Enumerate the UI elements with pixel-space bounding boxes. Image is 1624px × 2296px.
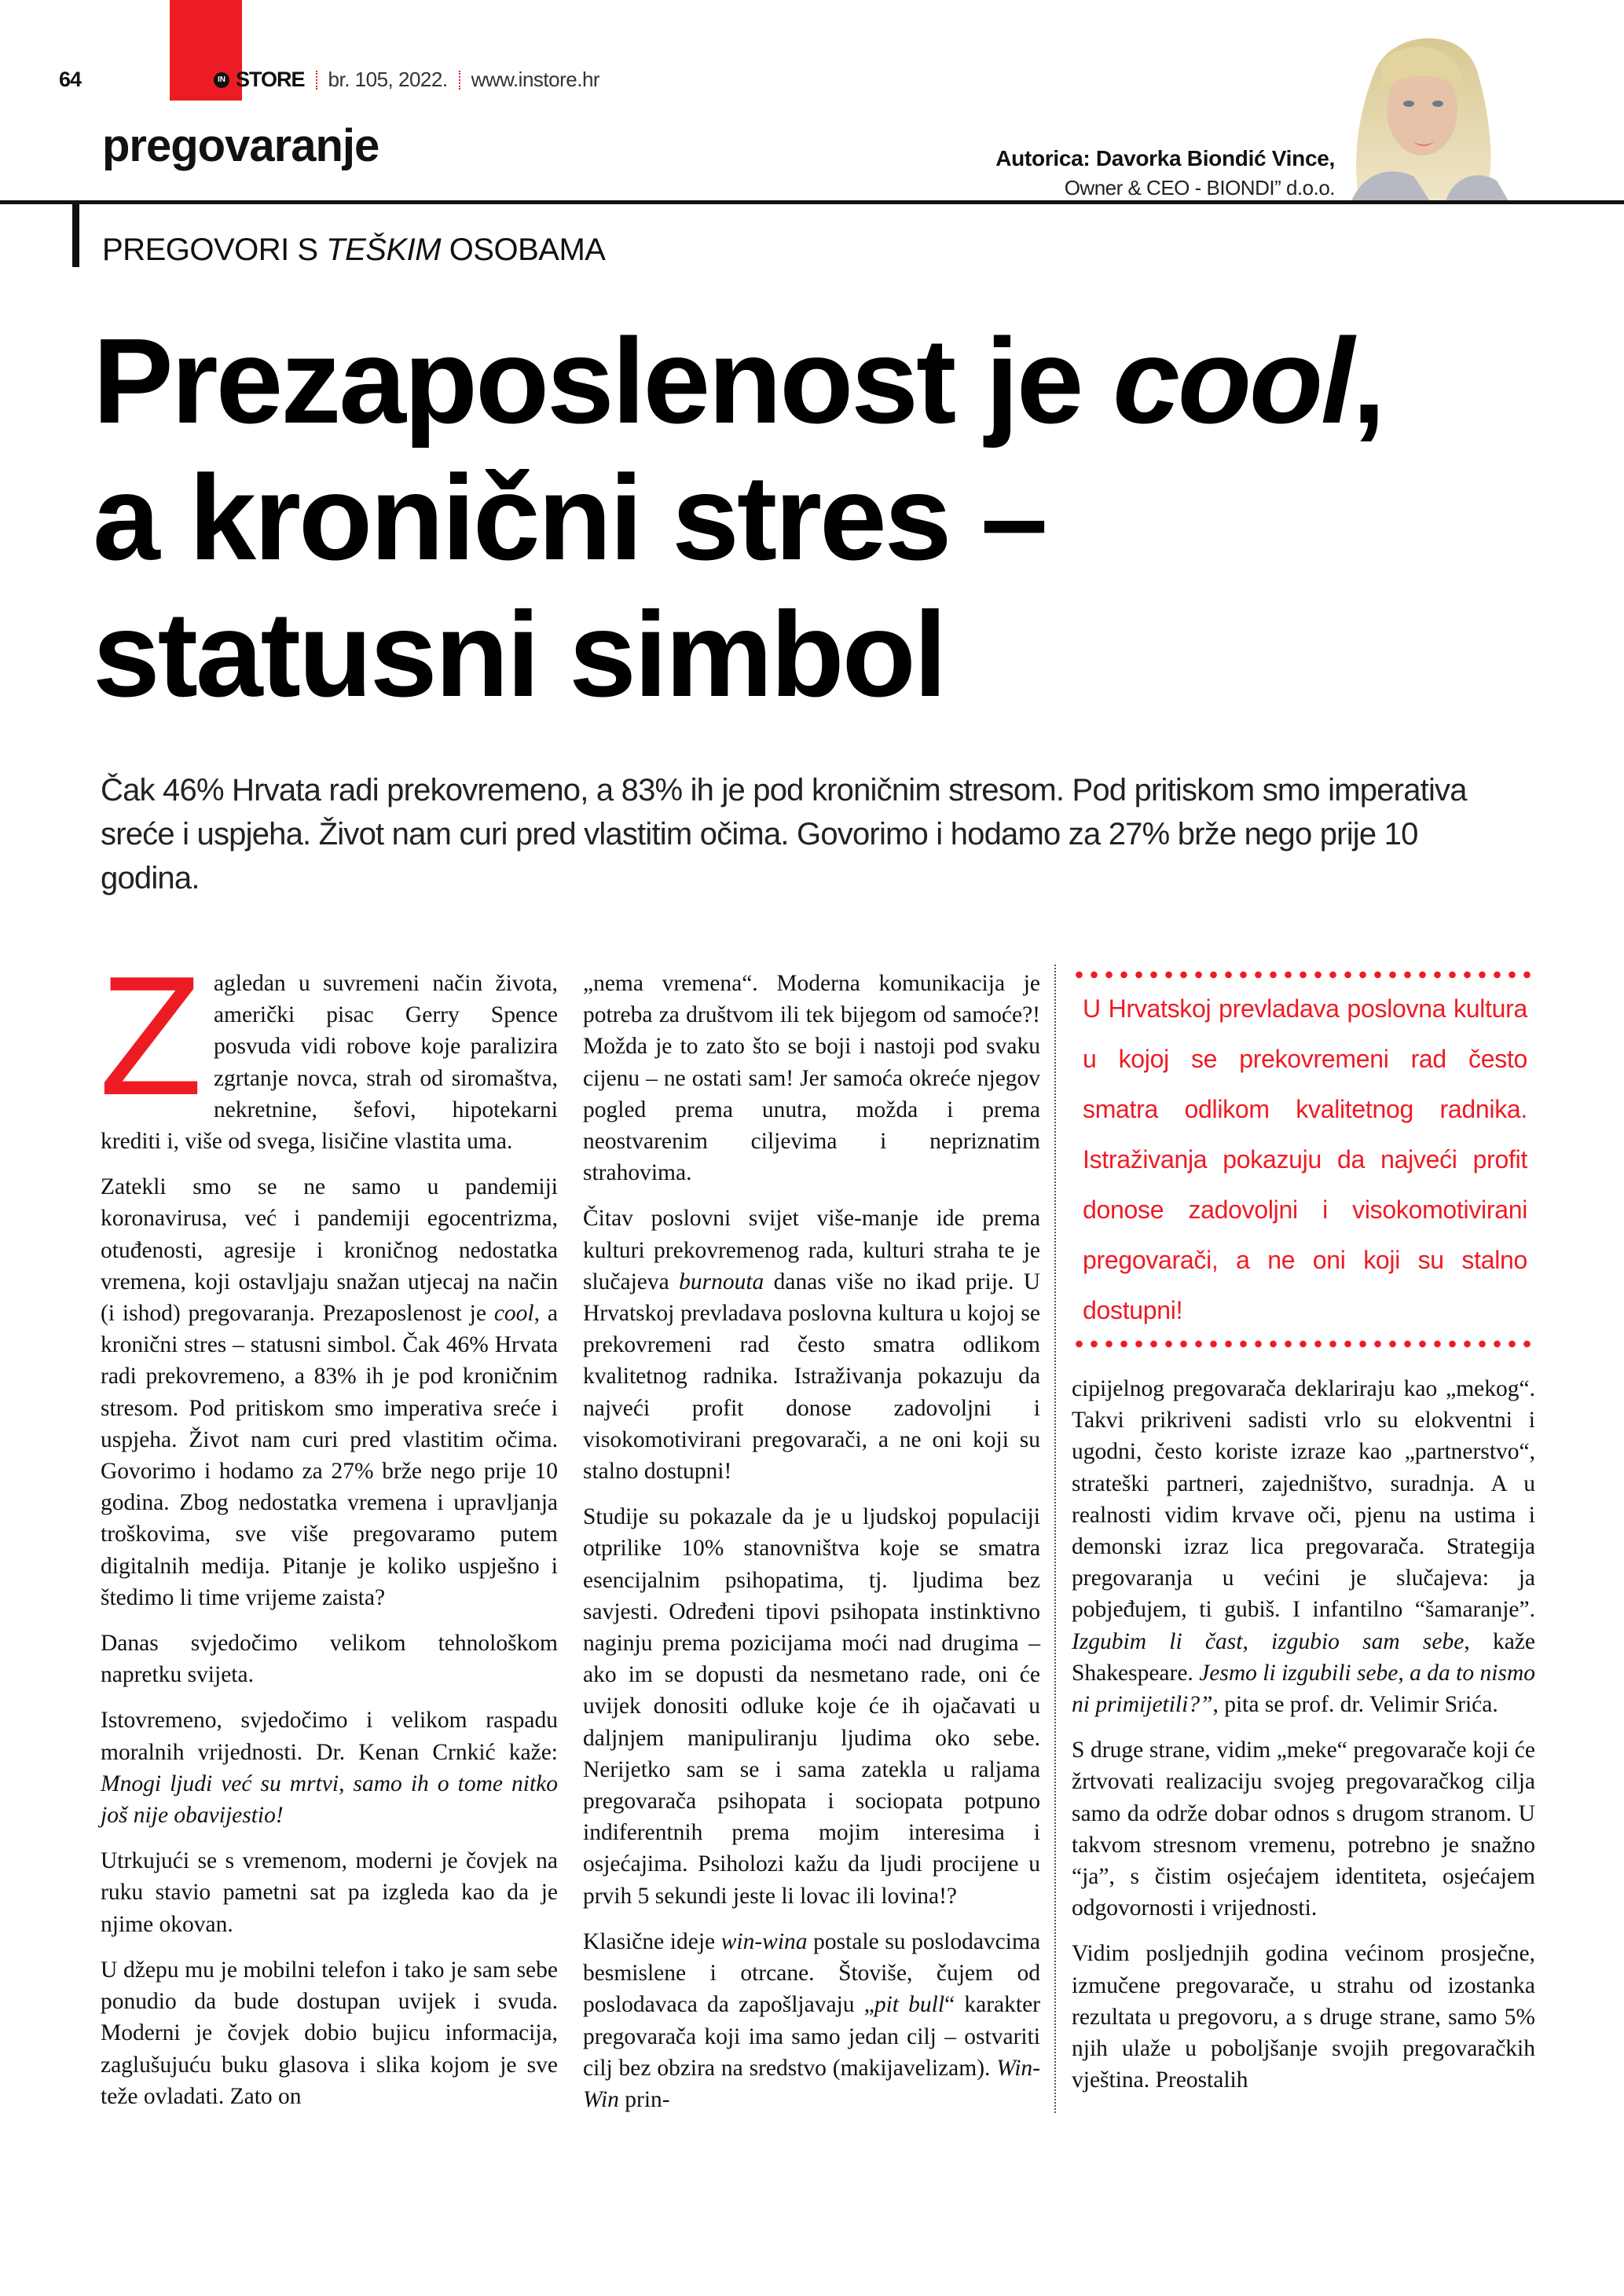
headline-line-1 [93,313,1586,449]
paragraph-text: , pita se prof. dr. Velimir Srića. [1212,1692,1498,1718]
paragraph [583,1203,1040,1487]
header-rule [0,200,1624,204]
paragraph: Studije su pokazale da je u ljudskoj populaciji otprilike 10% stanovništva koje se smatra esencijalnim psihopatima, tj. ljudima bez savjesti. Određeni tipovi psihopata instinktivno naginju prema pozicijama moći nad drugima – ako im se dopusti da nesmetano rade, oni će uvijek donositi odluke koje će ih ojačavati u daljnjem manipuliranju ljudima oko sebe. Nerijetko sam se i sama zatekla u raljama pregovarača psihopata i sociopata potpuno indiferentnih prema mojim interesima i osjećajima. Psiholozi kažu da ljudi procijene u prvih 5 sekundi jeste li lovac ili lovina!? [583,1504,1040,1909]
paragraph-italic: pit bull [874,1992,945,2018]
paragraph-text: Zatekli smo se ne samo u pandemiji koronavirusa, već i pandemiji egocentrizma, otuđenosti, agresije i kroničnog nedostatka vremena, koji ostavljaju snažan utjecaj na način (i ishod) pregovaranja. Prezaposlenost je [101,1174,558,1327]
paragraph-italic: Jesmo li izgubili sebe, a da to nismo ni primijetili?” [1072,1660,1535,1718]
paragraph-italic: burnouta [679,1269,764,1294]
dropcap: Z [99,940,203,1130]
paragraph [101,1705,558,1831]
paragraph-text: danas više no ikad prije. U Hrvatskoj prevladava poslovna kultura u kojoj se prekovremeni rad često smatra odlikom kvalitetnog radnika. Istraživanja pokazuju da najveći profit donose zadovoljni i visokomotivirani pregovarači, a ne oni koji su stalno dostupni! [583,1269,1041,1485]
headline-line-2: a kronični stres – [93,450,1046,585]
paragraph-italic: Mnogi ljudi već su mrtvi, samo ih o tome nitko još nije obavijestio! [101,1771,558,1829]
paragraph: „nema vremena“. Moderna komunikacija je potreba za društvom ili tek bijegom od samoće?! Možda je to zato što se boji i nastoji pod svaku cijenu – ne ostati sam! Jer samoća okreće njegov pogled prema unutra, možda i prema neostvarenim ciljevima i nepriznatim strahovima. [583,971,1040,1186]
paragraph [1072,1373,1535,1720]
kicker-italic: TEŠKIM [326,233,442,267]
paragraph-italic: cool [493,1301,534,1327]
section-title: pregovaranje [102,120,379,171]
paragraph-text: agledan u suvremeni način života, američki pisac Gerry Spence posvuda vidi robove koje paralizira zgrtanje novca, strah od siromaštva, nekretnine, šefovi, hipotekarni krediti i, više od svega, lisičine vlastita uma. [101,971,558,1155]
issue-number: br. 105, 2022. [328,68,448,91]
paragraph-text: Istovremeno, svjedočimo i velikom raspadu moralnih vrijednosti. Dr. Kenan Crnkić kaže: [101,1708,558,1765]
paragraph: U džepu mu je mobilni telefon i tako je sam sebe ponudio da bude dostupan uvijek i svuda. Moderni je čovjek dobio bujicu informacija, zaglušujuću buku glasova i slika kojom je sve teže ovladati. Zato on [101,1957,558,2109]
article-column-2 [583,968,1040,2129]
page-number: 64 [59,68,82,91]
kicker-bar [72,203,79,267]
paragraph-italic: win-wina [720,1928,808,1954]
headline-italic: cool [1113,313,1352,449]
paragraph-text: Čitav poslovni svijet više-manje ide prema kulturi prekovremenog rada, kulturi straha te je slučajeva [583,1206,1040,1294]
pull-quote-text: U Hrvatskoj prevladava poslovna kultura u kojoj se prekovremeni rad često smatra odlikom kvalitetnog radnika. Istraživanja pokazuju da najveći profit donose zadovoljni i visokomotivirani pregovarači, a ne oni koji su stalno dostupni! [1083,994,1527,1324]
kicker [102,233,605,268]
author-byline [995,146,1335,200]
kicker-text: OSOBAMA [441,233,606,267]
paragraph-text: “ karakter pregovarača koji ima samo jedan cilj – ostvariti cilj bez obzira na sredstvo (makijavelizam). [583,1992,1040,2081]
article-column-3 [1072,1373,1535,2110]
pull-quote-dotted-rule-bottom [1072,1340,1535,1348]
lead-paragraph: Čak 46% Hrvata radi prekovremeno, a 83% ih je pod kroničnim stresom. Pod pritiskom smo imperativa sreće i uspjeha. Život nam curi pred vlastitim očima. Govorimo i hodamo za 27% brže nego prije 10 godina. [101,773,1467,895]
dotted-separator [316,71,317,90]
paragraph [101,1171,558,1613]
paragraph [99,940,558,1157]
paragraph: Utrkujući se s vremenom, moderni je čovjek na ruku stavio pametni sat pa izgleda kao da je njime okovan. [101,1848,558,1937]
headline-line-3: statusni simbol [93,587,945,722]
paragraph: S druge strane, vidim „meke“ pregovarače koji će žrtvovati realizaciju svojeg pregovaračkog cilja samo da održe dobar odnos s drugom stranom. U takvom stresnom vremenu, potrebno je snažno “ja”, s čistim osjećajem identiteta, osjećajem odgovornosti i vrijednosti. [1072,1738,1535,1921]
article-column-1 [99,940,559,2126]
paragraph-text: , kaže Shakespeare. [1072,1628,1536,1686]
pull-quote [1072,971,1535,1348]
website-link[interactable]: www.instore.hr [471,68,600,91]
headline [93,313,1586,723]
paragraph-text: cipijelnog pregovarača deklariraju kao „mekog“. Takvi prikriveni sadisti vrlo su elokventni i ugodni, često koriste izraze kao „partnerstvo“, strateški partneri, zajedništvo, suradnja. A u realnosti vidim krvave oči, pjenu na ustima i demonski izraz lica pregovarača. Strategija pregovaranja u većini je slučajeva: ja pobjeđujem, ti gubiš. I infantilno “šamaranje”. [1072,1376,1535,1623]
paragraph-italic: Win-Win [583,2055,1040,2112]
paragraph-text: prin- [618,2086,670,2112]
author-role: Owner & CEO - BIONDI” d.o.o. [1064,176,1335,200]
headline-text: , [1351,313,1384,449]
paragraph-text: , a kronični stres – statusni simbol. Čak 46% Hrvata radi prekovremeno, a 83% ih je pod kroničnim stresom. Pod pritiskom smo imperativa sreće i uspjeha. Život nam curi pred vlastitim očima. Govorimo i hodamo za 27% brže nego prije 10 godina. Zbog nedostatka vremena i upravljanja troškovima, sve više pregovaramo putem digitalnih medija. Pitanje je koliko uspješno i štedimo li time vrijeme zaista? [101,1301,559,1610]
column-divider [1054,965,1056,2113]
kicker-text: PREGOVORI S [102,233,327,267]
instore-logo-badge-icon: IN [214,72,229,88]
paragraph: Danas svjedočimo velikom tehnološkom napretku svijeta. [101,1631,558,1688]
author-portrait-icon [1328,16,1512,201]
paragraph [583,1926,1040,2115]
author-name: Autorica: Davorka Biondić Vince, [995,146,1335,170]
paragraph-text: postale su poslodavcima besmislene i otrcane. Štoviše, čujem od poslodavaca da zapošljavaju „ [583,1928,1040,2018]
headline-text: Prezaposlenost je [93,313,1113,449]
paragraph-text: Klasične ideje [583,1928,721,1954]
dotted-separator [459,71,460,90]
paragraph: Vidim posljednjih godina većinom prosječne, izmučene pregovarače, u strahu od izostanka rezultata u pregovoru, a s druge strane, samo 5% njih ulaže u poboljšanje svojih pregovaračkih vještina. Preostalih [1072,1941,1535,2093]
paragraph-italic: Izgubim li čast, izgubio sam sebe [1072,1628,1465,1654]
masthead [214,68,599,92]
pull-quote-dotted-rule-top [1072,971,1535,979]
instore-logo-text: STORE [236,68,305,91]
